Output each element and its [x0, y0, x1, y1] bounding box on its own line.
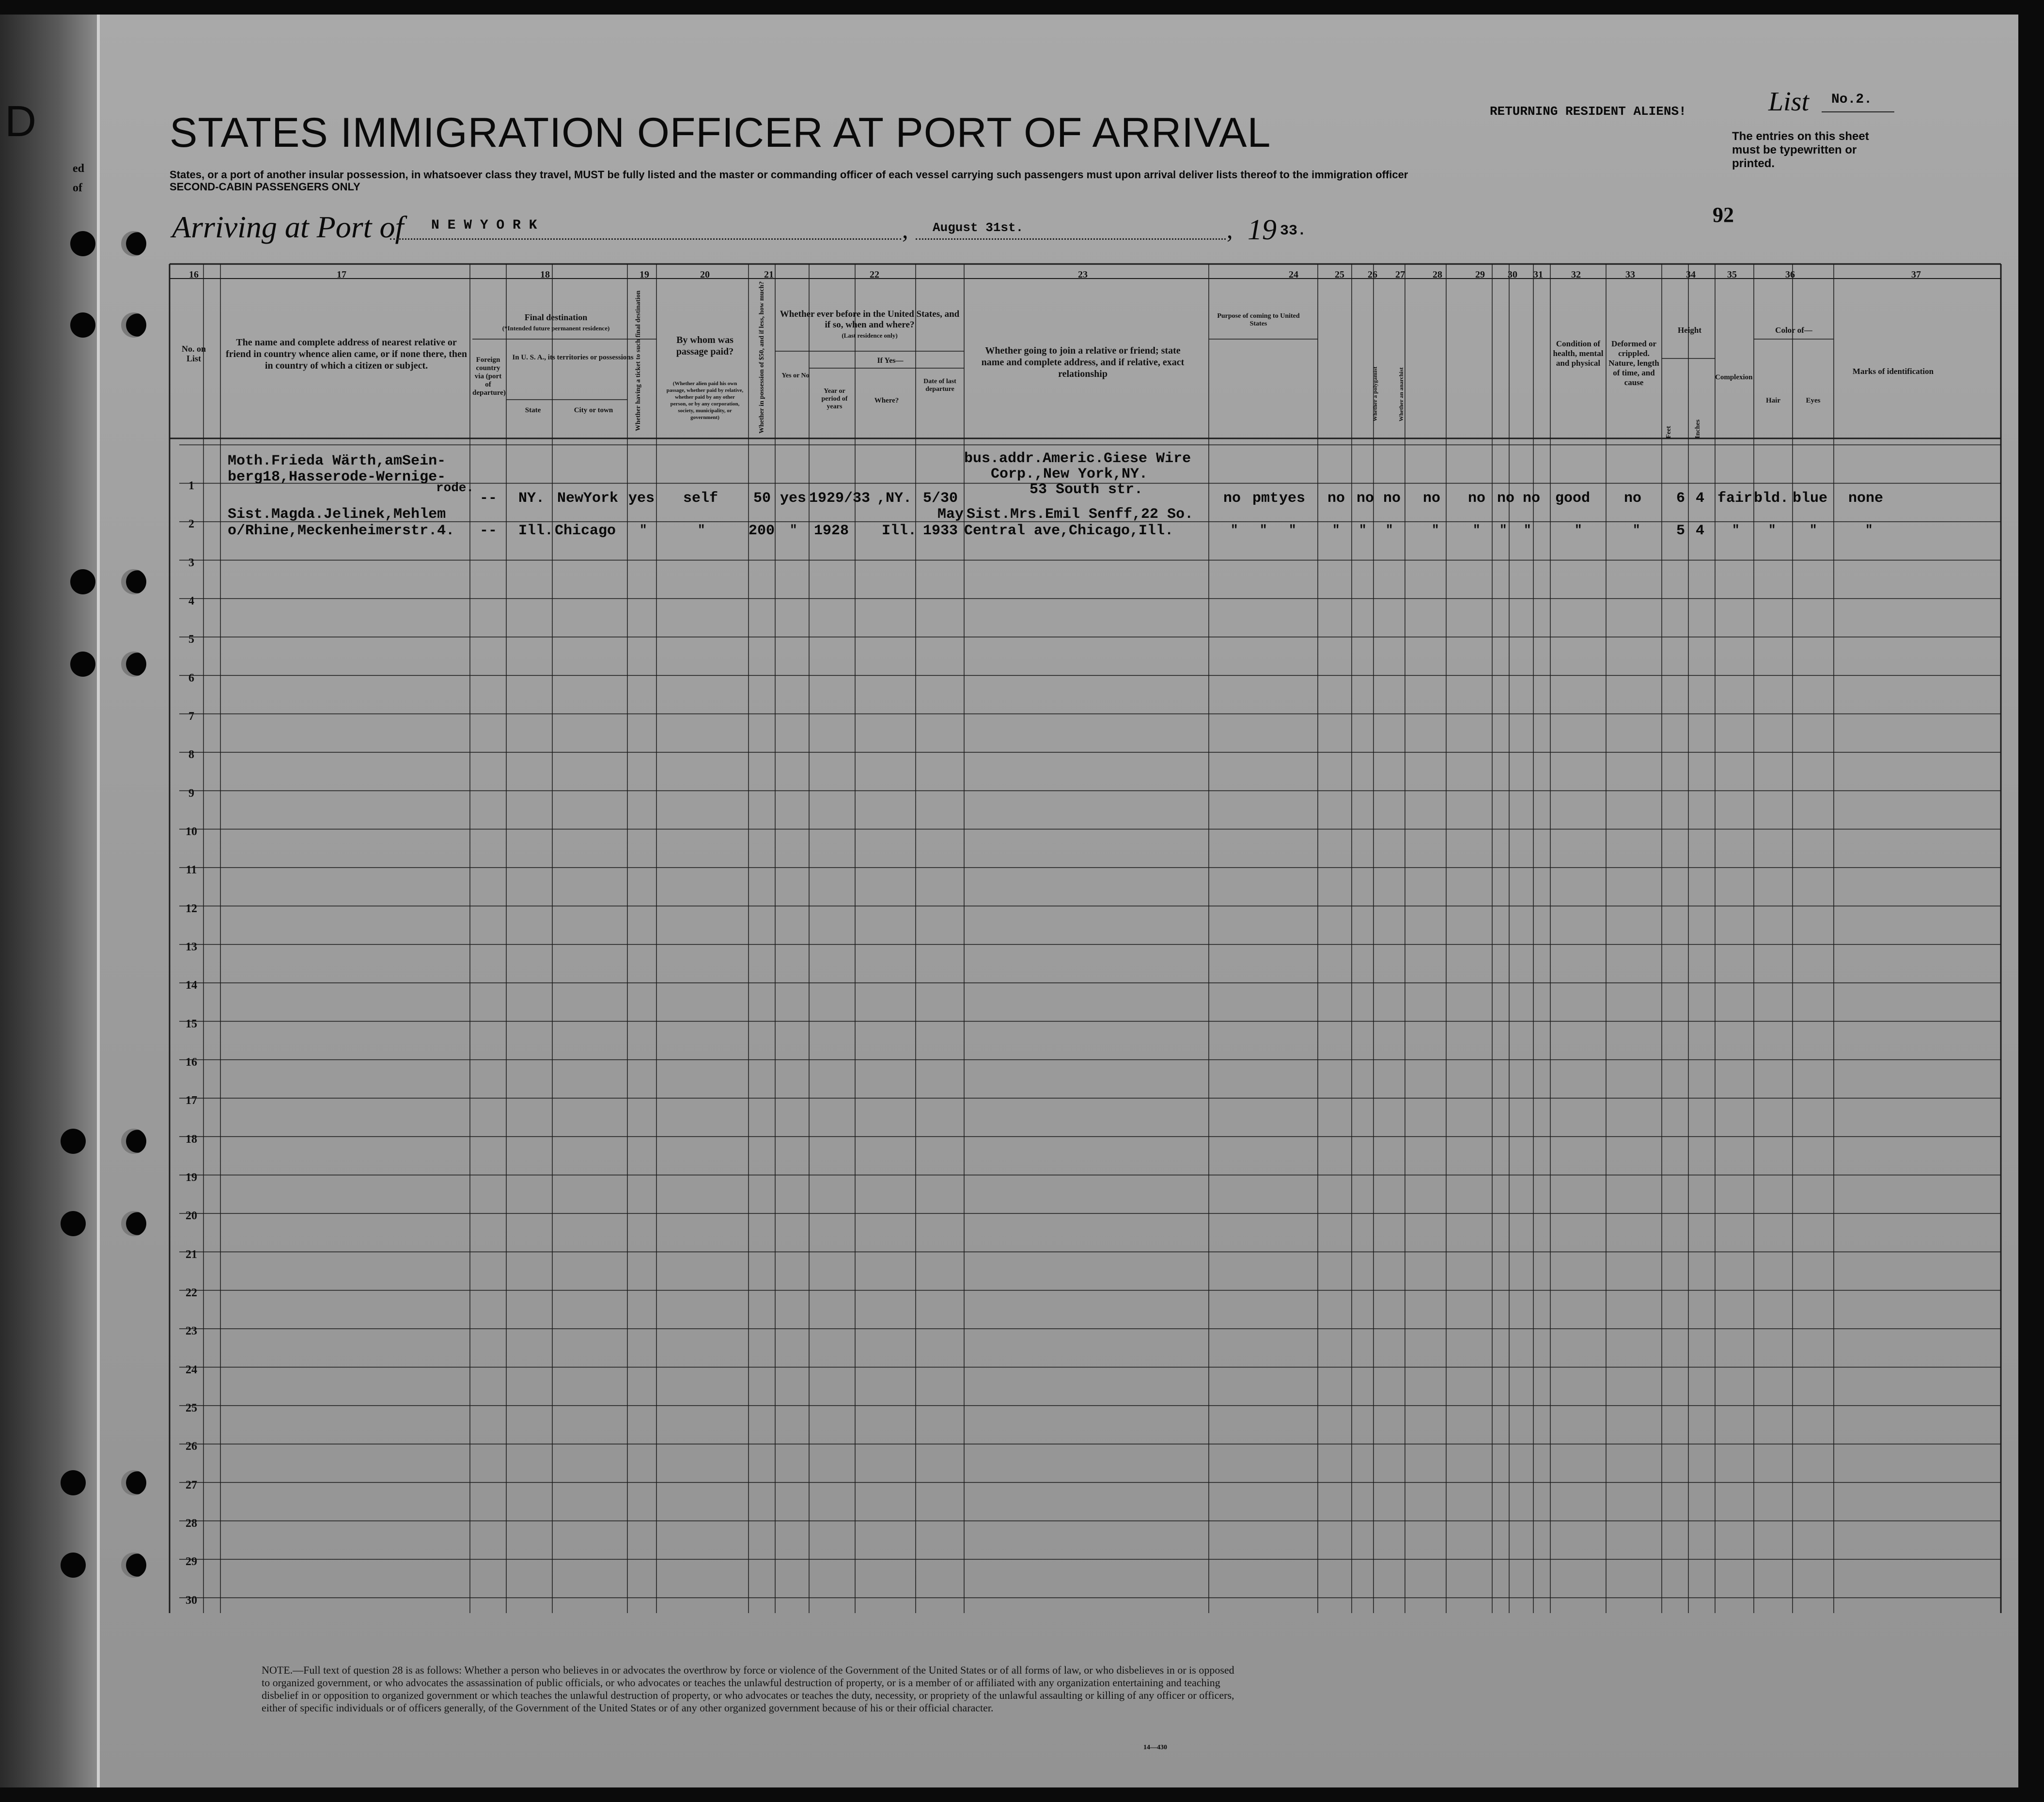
punch-hole	[70, 312, 95, 338]
row-number: 14	[186, 979, 197, 992]
col-num-17: 17	[337, 269, 346, 280]
col-num-20: 20	[700, 269, 710, 280]
row1-c29: no	[1468, 490, 1486, 507]
row-number: 19	[186, 1171, 197, 1184]
row-number: 5	[188, 633, 194, 646]
row1-hair: bld.	[1754, 490, 1789, 507]
row-number: 11	[186, 864, 197, 877]
header-complexion: Complexion	[1715, 373, 1753, 381]
header-polygamist: Whether a polygamist	[1372, 366, 1378, 421]
header-color-of: Color of—	[1775, 326, 1812, 335]
ditto-mark: "	[1575, 523, 1582, 537]
edge-word-2: of	[73, 182, 82, 194]
header-height: Height	[1677, 326, 1702, 335]
header-year: Year or period of years	[821, 388, 848, 410]
ditto-mark: "	[1768, 523, 1776, 537]
row1-before: yes	[780, 490, 807, 507]
row1-deformed: no	[1624, 490, 1642, 507]
ditto-mark: "	[1633, 523, 1640, 537]
header-no-on-list: No. on List	[182, 344, 206, 363]
row1-join-line3: 53 South str.	[1030, 482, 1143, 498]
comma: ,	[902, 216, 908, 243]
row-number: 9	[188, 787, 194, 800]
manifest-sheet	[97, 15, 2018, 1787]
punch-hole	[70, 231, 95, 256]
col-num-22: 22	[870, 269, 879, 280]
punch-hole	[121, 312, 146, 338]
header-final-destination-note: (*Intended future permanent residence)	[502, 325, 610, 332]
list-number: No.2.	[1831, 92, 1872, 107]
row-number: 25	[186, 1402, 197, 1414]
row1-paid-by: self	[683, 490, 718, 507]
ditto-mark: "	[1432, 523, 1439, 537]
col-num-32: 32	[1571, 269, 1581, 280]
row-number: 21	[186, 1248, 197, 1261]
ditto-mark: "	[1289, 523, 1296, 537]
col-num-26: 26	[1368, 269, 1377, 280]
row1-years: 1929/33	[809, 490, 871, 507]
header-marks: Marks of identification	[1852, 367, 1934, 376]
ditto-mark: "	[1332, 523, 1340, 537]
header-anarchist: Whether an anarchist	[1398, 367, 1404, 421]
row1-foreign: --	[480, 490, 498, 507]
header-foreign-country: Foreign country via (port of departure)	[472, 356, 506, 397]
instruction-text: The entries on this sheet must be typewritten or printed.	[1732, 130, 1869, 170]
col-num-21: 21	[764, 269, 774, 280]
col-num-35: 35	[1727, 269, 1737, 280]
row2-departure-line2: 1933	[923, 523, 958, 539]
row-number: 20	[186, 1210, 197, 1223]
punch-hole	[121, 1129, 146, 1154]
header-final-destination: Final destination	[524, 312, 588, 322]
row1-c25: no	[1327, 490, 1345, 507]
punch-hole	[121, 231, 146, 256]
header-departure: Date of last departure	[923, 378, 956, 393]
col-num-24: 24	[1289, 269, 1298, 280]
ditto-mark: "	[1524, 523, 1531, 537]
row-number: 10	[186, 825, 197, 838]
row-number: 4	[188, 595, 194, 607]
ditto-mark: "	[1359, 523, 1367, 537]
row1-c28: no	[1423, 490, 1441, 507]
col-num-27: 27	[1395, 269, 1405, 280]
row1-relative-line3: rode.	[436, 481, 474, 495]
row2-money: 200	[749, 523, 775, 539]
row-number: 1	[188, 480, 194, 492]
ditto-mark: "	[1499, 523, 1507, 537]
ditto-mark: "	[1473, 523, 1481, 537]
ditto-mark: "	[1386, 523, 1393, 537]
col-num-30: 30	[1508, 269, 1517, 280]
row-number: 27	[186, 1478, 197, 1491]
header-city: City or town	[574, 406, 613, 414]
row1-departure: 5/30	[923, 490, 958, 507]
row-number: 28	[186, 1517, 197, 1530]
col-num-36: 36	[1785, 269, 1795, 280]
row2-city: Chicago	[555, 523, 616, 539]
row-number: 16	[186, 1056, 197, 1069]
class-line: SECOND-CABIN PASSENGERS ONLY	[170, 181, 360, 193]
row1-money: 50	[753, 490, 771, 507]
row2-years: 1928	[814, 523, 849, 539]
row1-c26: no	[1357, 490, 1374, 507]
header-hair: Hair	[1766, 397, 1780, 404]
row2-join-line2: Central ave,Chicago,Ill.	[964, 523, 1174, 539]
row1-c30: no	[1497, 490, 1515, 507]
col-num-29: 29	[1475, 269, 1485, 280]
row1-c24b: pmt	[1252, 490, 1279, 507]
header-health: Condition of health, mental and physical	[1553, 339, 1604, 368]
edge-letter: D	[5, 97, 37, 146]
row1-join-line1: bus.addr.Americ.Giese Wire	[964, 450, 1191, 467]
header-deformed: Deformed or crippled. Nature, length of time, and cause	[1608, 339, 1659, 387]
punch-hole	[121, 1211, 146, 1236]
col-num-18: 18	[540, 269, 550, 280]
date-line	[916, 238, 1226, 240]
ditto-mark: "	[1810, 523, 1817, 537]
header-yes-or-no: Yes or No	[781, 372, 810, 379]
list-label: List	[1768, 87, 1810, 117]
row2-relative-line2: o/Rhine,Meckenheimerstr.4.	[228, 523, 455, 539]
col-num-19: 19	[640, 269, 649, 280]
row1-complexion: fair	[1717, 490, 1753, 507]
row-number: 2	[188, 518, 194, 531]
row1-join-line2: Corp.,New York,NY.	[991, 466, 1148, 482]
header-purpose: Purpose of coming to United States	[1217, 312, 1300, 327]
row2-feet: 5	[1676, 523, 1685, 539]
arrival-date: August 31st.	[933, 220, 1024, 235]
col-num-31: 31	[1533, 269, 1543, 280]
header-inches: Inches	[1694, 419, 1701, 438]
form-number: 14—430	[1143, 1744, 1167, 1751]
punch-hole	[121, 569, 146, 594]
row1-relative-line2: berg18,Hasserode-Wernige-	[228, 469, 446, 485]
col-num-23: 23	[1078, 269, 1088, 280]
punch-hole	[70, 569, 95, 594]
row1-state: NY.	[518, 490, 545, 507]
row-number: 6	[188, 671, 194, 684]
port-line	[390, 238, 901, 240]
header-join-relative: Whether going to join a relative or friend; state name and complete address, and if relative, exact relationship	[981, 345, 1185, 379]
header-state: State	[525, 406, 541, 414]
header-feet: Feet	[1665, 426, 1672, 438]
row2-paid-by: "	[698, 523, 705, 537]
punch-hole	[61, 1129, 86, 1154]
header-last-residence: (Last residence only)	[842, 332, 898, 339]
row1-where: ,NY.	[877, 490, 912, 507]
row-number: 7	[188, 710, 194, 723]
col-num-28: 28	[1433, 269, 1442, 280]
row2-join-line1: Sist.Mrs.Emil Senff,22 So.	[967, 506, 1194, 523]
row2-inches: 4	[1696, 523, 1705, 539]
header-eyes: Eyes	[1806, 397, 1821, 404]
row2-relative-line1: Sist.Magda.Jelinek,Mehlem	[228, 506, 446, 523]
header-if-yes: If Yes—	[877, 357, 904, 365]
header-paid-by: By whom was passage paid?	[676, 335, 734, 357]
row-number: 24	[186, 1363, 197, 1376]
row-number: 22	[186, 1287, 197, 1299]
row2-foreign: --	[480, 523, 498, 539]
row1-feet: 6	[1676, 490, 1685, 507]
row1-marks: none	[1848, 490, 1884, 507]
row2-ticket: "	[640, 523, 647, 537]
header-relative: The name and complete address of nearest relative or friend in country whence alien came, or if none there, then in country of which a citizen or subject.	[225, 337, 468, 371]
col-num-37: 37	[1911, 269, 1921, 280]
ditto-mark: "	[1732, 523, 1740, 537]
punch-hole	[61, 1553, 86, 1578]
page-number: 92	[1713, 203, 1734, 227]
row1-c27: no	[1383, 490, 1401, 507]
row2-before: "	[790, 523, 797, 537]
comma: ,	[1227, 216, 1233, 243]
punch-hole	[121, 1553, 146, 1578]
col-num-25: 25	[1335, 269, 1344, 280]
header-ticket: Whether having a ticket to such final destination	[635, 290, 642, 431]
row-number: 29	[186, 1555, 197, 1569]
page-title: STATES IMMIGRATION OFFICER AT PORT OF ARRIVAL	[170, 109, 1271, 156]
punch-hole	[70, 652, 95, 677]
row1-inches: 4	[1696, 490, 1705, 507]
col-num-16: 16	[189, 269, 199, 280]
row-number: 26	[186, 1440, 197, 1453]
question-28-note: NOTE.—Full text of question 28 is as follows: Whether a person who believes in or advocates the overthrow by force or violence of the Government of the United States or of all forms of law, or who disbelieves in or is opposed to organized government, or who advocates the assassination of public officials, or who advocates or teaches the unlawful destruction of property, or is a member of or affiliated with any organization entertaining and teaching disbelief in or opposition to organized government or which teaches the unlawful destruction of property, or who advocates or teaches the duty, necessity, or propriety of the unlawful assaulting or killing of any officer or officers, either of specific individuals or of officers generally, of the Government of the United States or of any other organized government because of his or their official character.	[262, 1664, 1234, 1714]
binding-edge	[0, 15, 97, 1787]
header-paid-by-note: (Whether alien paid his own passage, whether paid by relative, whether paid by any other person, or by any corporation, society, municipality, or government)	[666, 381, 744, 420]
row-number: 15	[186, 1017, 197, 1030]
returning-label: RETURNING RESIDENT ALIENS!	[1490, 104, 1686, 119]
year-suffix: 33.	[1280, 223, 1307, 239]
header-before-in-us: Whether ever before in the United States, and if so, when and where?	[780, 309, 960, 330]
row-number: 3	[188, 556, 194, 569]
row1-ticket: yes	[628, 490, 655, 507]
punch-hole	[121, 652, 146, 677]
header-in-usa: In U. S. A., its territories or possessions	[512, 354, 634, 361]
row1-city: NewYork	[557, 490, 619, 507]
punch-hole	[61, 1211, 86, 1236]
ditto-mark: "	[1865, 523, 1873, 537]
year-prefix: 19	[1248, 214, 1277, 246]
ditto-mark: "	[1231, 523, 1238, 537]
row1-c24c: yes	[1279, 490, 1306, 507]
arriving-label: Arriving at Port of	[172, 210, 404, 244]
punch-hole	[61, 1470, 86, 1495]
row2-departure-line1: May	[937, 506, 964, 523]
row1-relative-line1: Moth.Frieda Wärth,amSein-	[228, 453, 446, 469]
subtitle-line: States, or a port of another insular possession, in whatsoever class they travel, MUST be fully listed and the master or commanding officer of each vessel carrying such passengers must upon arrival deliver lists thereof to the immigration officer	[170, 169, 1408, 181]
col-num-34: 34	[1686, 269, 1696, 280]
row-number: 17	[186, 1094, 197, 1107]
row1-c31: no	[1523, 490, 1541, 507]
port-value: N E W Y O R K	[431, 218, 537, 233]
row-number: 30	[186, 1594, 197, 1607]
list-underline	[1822, 111, 1894, 112]
row1-eyes: blue	[1793, 490, 1828, 507]
row-number: 18	[186, 1133, 197, 1146]
row-number: 23	[186, 1325, 197, 1338]
col-num-33: 33	[1625, 269, 1635, 280]
row1-purpose: no	[1223, 490, 1241, 507]
edge-word-1: ed	[73, 162, 84, 175]
row1-health: good	[1555, 490, 1591, 507]
punch-hole	[121, 1470, 146, 1495]
row-number: 13	[186, 941, 197, 953]
row2-state: Ill.	[518, 523, 554, 539]
header-money: Whether in possession of $50, and if less, how much?	[758, 281, 765, 434]
row2-where: Ill.	[882, 523, 917, 539]
row-number: 12	[186, 902, 197, 915]
ditto-mark: "	[1260, 523, 1267, 537]
header-where: Where?	[874, 397, 899, 404]
row-number: 8	[188, 748, 194, 761]
